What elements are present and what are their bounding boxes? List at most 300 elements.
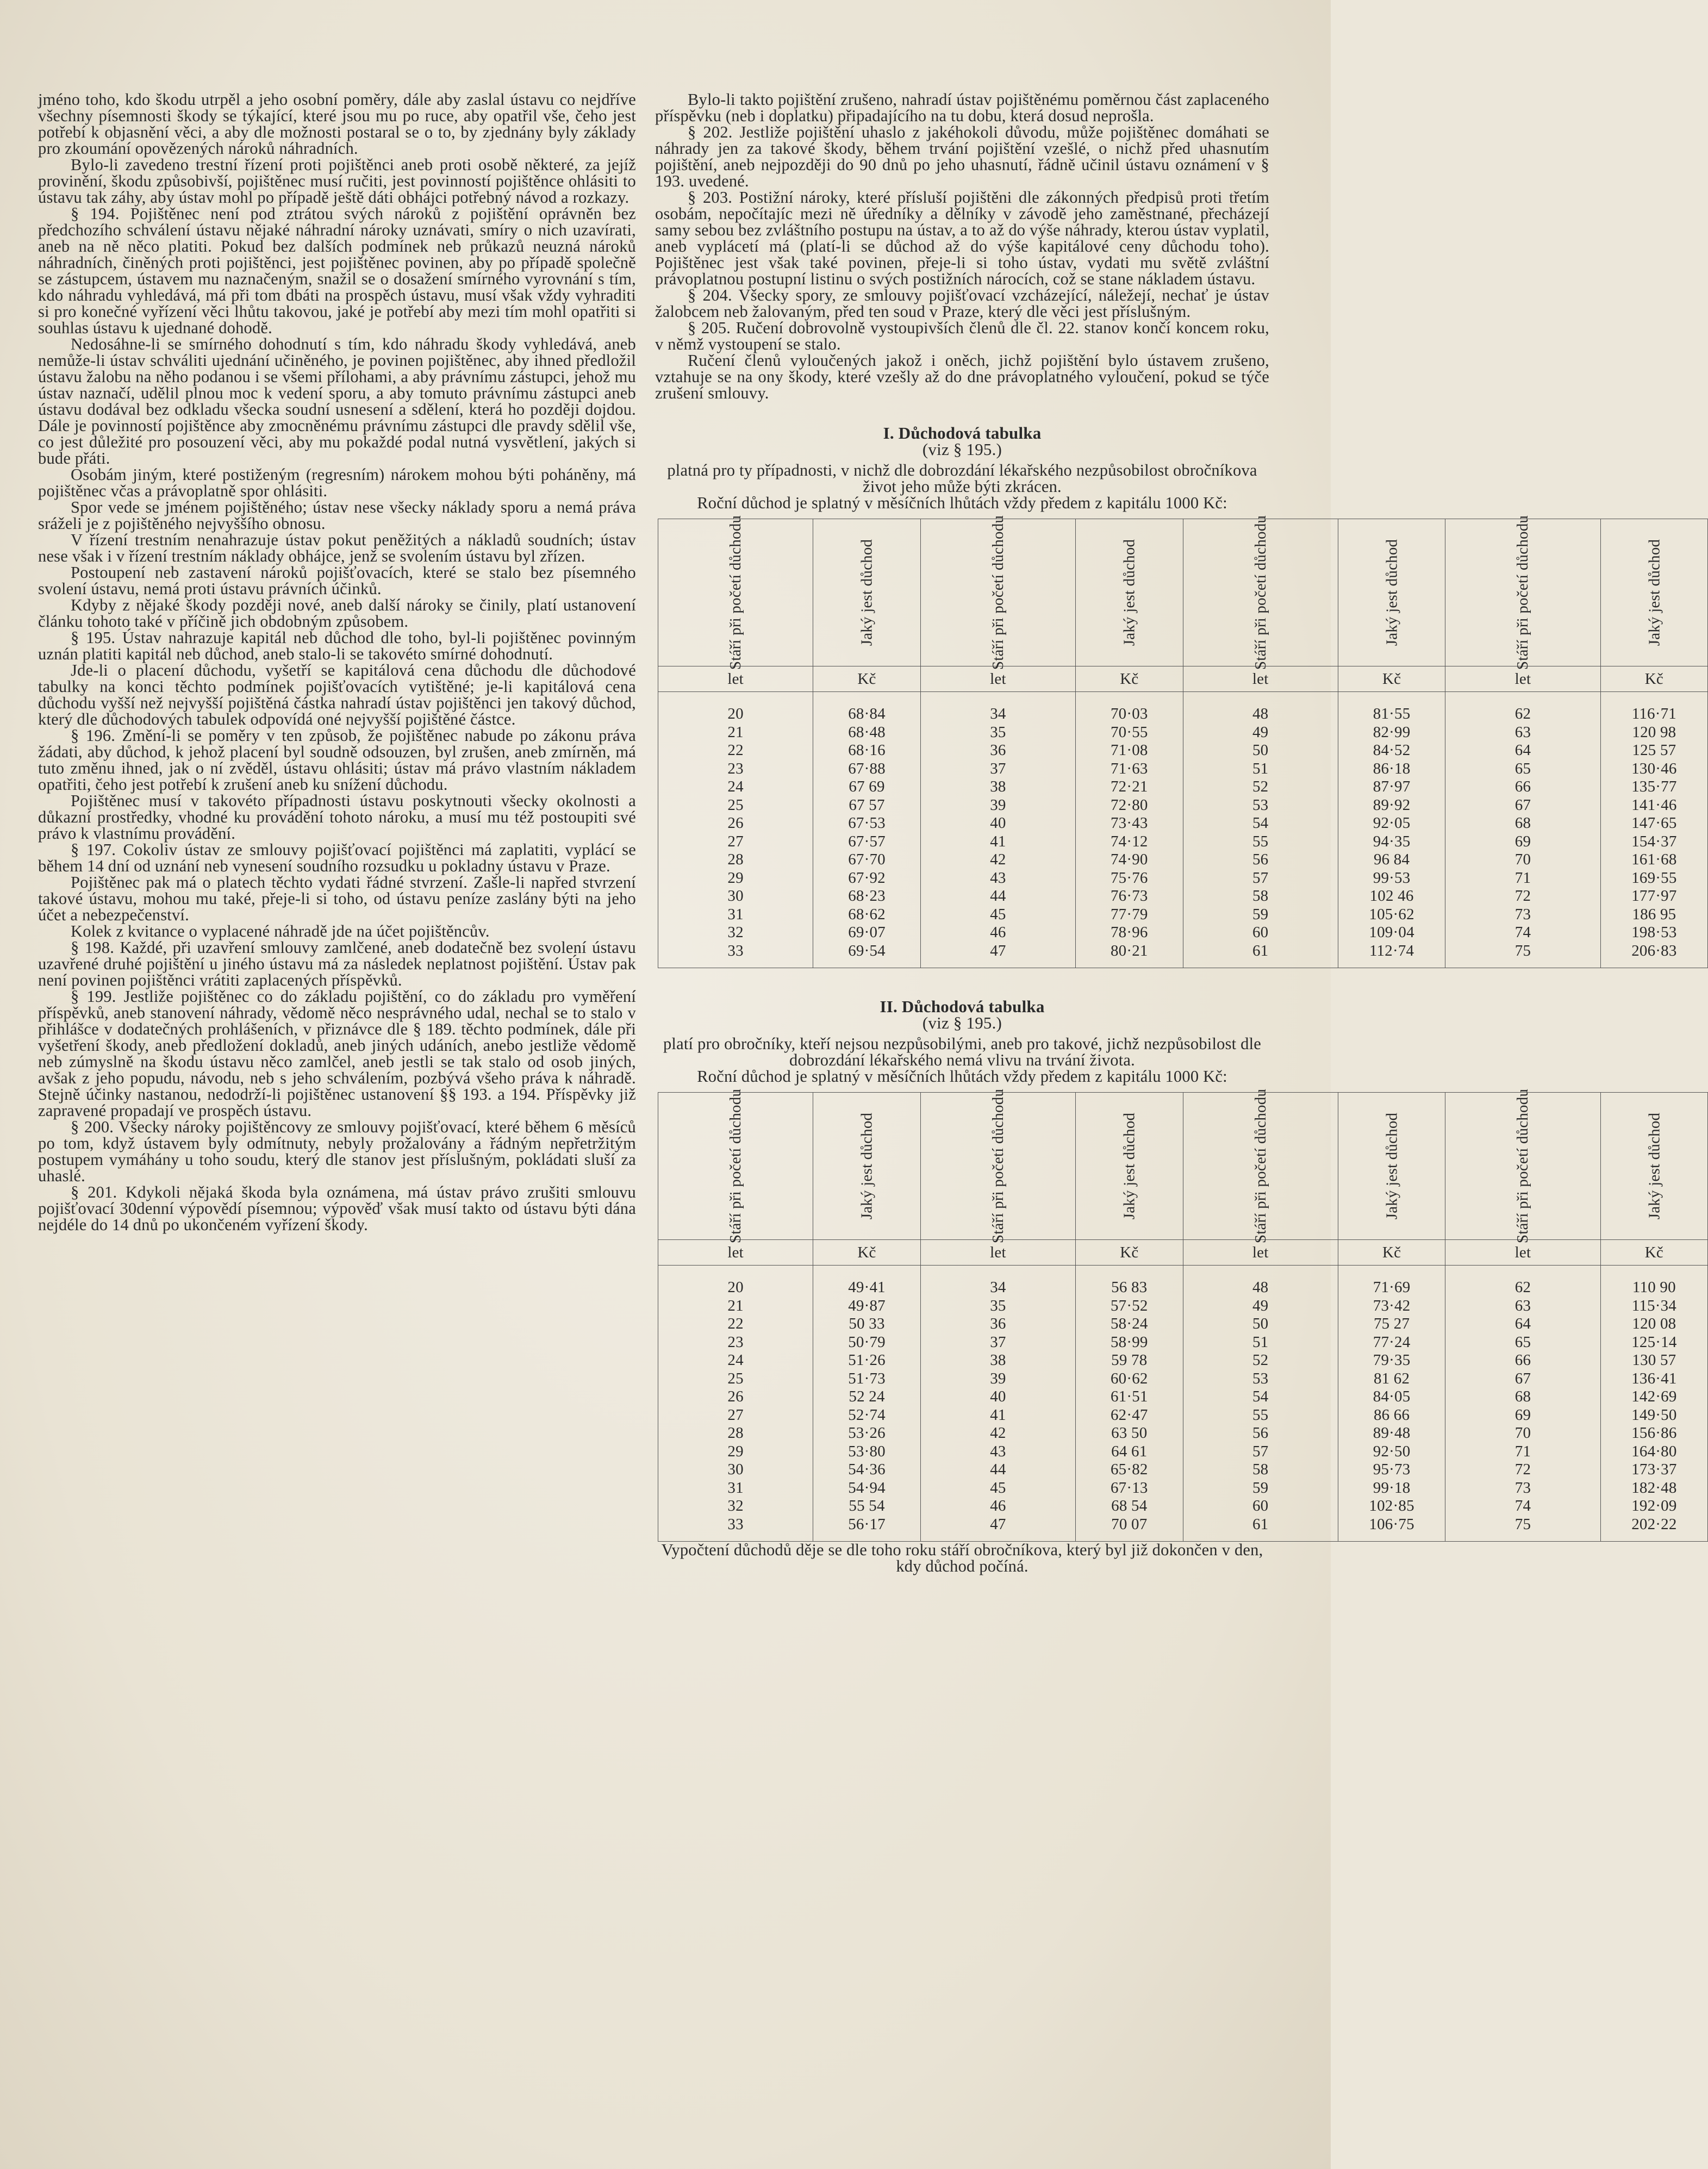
table-row	[658, 1315, 1708, 1333]
table-cell: 86·18	[1338, 760, 1445, 778]
table-cell: 20	[658, 705, 813, 724]
table-cell: 36	[920, 741, 1075, 760]
unit-value: Kč	[1076, 666, 1183, 692]
table-cell: 202·22	[1600, 1516, 1708, 1542]
table-cell: 67·70	[813, 851, 921, 869]
table-cell: 62	[1445, 1279, 1600, 1297]
table-cell: 35	[920, 1297, 1075, 1316]
table2-title: II. Důchodová tabulka	[880, 997, 1045, 1016]
table-cell: 67	[1445, 796, 1600, 815]
table-cell: 106·75	[1338, 1516, 1445, 1542]
table-cell: 80·21	[1076, 942, 1183, 968]
table-row	[658, 1443, 1708, 1461]
table-cell: 68	[1445, 1388, 1600, 1406]
table-cell: 94·35	[1338, 833, 1445, 851]
header-value: Jaký jest důchod	[813, 519, 921, 666]
table-cell: 149·50	[1600, 1406, 1708, 1425]
table-cell: 68·23	[813, 887, 921, 906]
header-value: Jaký jest důchod	[1076, 519, 1183, 666]
table-cell: 54	[1183, 1388, 1338, 1406]
unit-value: Kč	[1076, 1240, 1183, 1266]
table-cell: 182·48	[1600, 1479, 1708, 1498]
table-cell: 69·54	[813, 942, 921, 968]
table-row	[658, 1279, 1708, 1297]
paragraph: V řízení trestním nenahrazuje ústav pokut peněžitých a nákladů soudních; ústav nese však i v řízení trestním náklady obhájce, jenž se svolením ústavu byl zřízen.	[38, 531, 636, 565]
table-cell: 48	[1183, 705, 1338, 724]
table-cell: 38	[920, 1351, 1075, 1370]
table-cell: 66	[1445, 1351, 1600, 1370]
table-cell: 57·52	[1076, 1297, 1183, 1316]
table-cell: 73	[1445, 906, 1600, 924]
table-cell: 68·48	[813, 724, 921, 742]
paragraph-198: § 198. Každé, při uzavření smlouvy zamlčené, aneb dodatečně bez svolení ústavu uzavřené druhé pojištění u jiného ústavu má za následek neplatnost pojištění. Ústav pak není povinen pojištěnci vrátiti zaplacených příspěvků.	[38, 938, 636, 989]
unit-age: let	[1183, 666, 1338, 692]
table-cell: 59	[1183, 906, 1338, 924]
table-cell: 60·62	[1076, 1370, 1183, 1388]
table-cell: 32	[658, 1497, 813, 1516]
table-cell: 74	[1445, 924, 1600, 942]
table-cell: 30	[658, 1461, 813, 1479]
table-cell: 37	[920, 1333, 1075, 1352]
table-cell: 68 54	[1076, 1497, 1183, 1516]
table-cell: 105·62	[1338, 906, 1445, 924]
table-cell: 48	[1183, 1279, 1338, 1297]
paragraph-196: § 196. Změní-li se poměry v ten způsob, že pojištěnec nabude po zákonu práva žádati, aby důchod, k jehož placení byl soudně odsouzen, byl zrušen, aneb zmírněn, má tuto změnu ihned, jak o ní zvěděl, ústavu ohlásiti; ústav má právo vlastním nákladem opatřiti, čeho jest potřebí k zrušení aneb ku snížení důchodu.	[38, 726, 636, 794]
table-cell: 87·97	[1338, 778, 1445, 796]
table1-title: I. Důchodová tabulka	[883, 423, 1042, 442]
table-cell: 51·26	[813, 1351, 921, 1370]
table-cell: 77·24	[1338, 1333, 1445, 1352]
table-cell: 63	[1445, 724, 1600, 742]
table-cell: 164·80	[1600, 1443, 1708, 1461]
table-cell: 23	[658, 760, 813, 778]
table-cell: 55	[1183, 833, 1338, 851]
table-row	[658, 851, 1708, 869]
table-cell: 169·55	[1600, 869, 1708, 888]
table-cell: 25	[658, 796, 813, 815]
paragraph: Ručení členů vyloučených jakož i oněch, jichž pojištění bylo ústavem zrušeno, vztahuje se na ony škody, které vzešly až do dne právoplatného vyloučení, pokud se týče zrušení smlouvy.	[655, 351, 1269, 402]
paragraph: Nedosáhne-li se smírného dohodnutí s tím, kdo náhradu škody vyhledává, aneb nemůže-li ústav schváliti ujednání učiněného, je povinen pojištěnec, aby ihned předložil ústavu žalobu na něho podanou i se všemi přílohami, a aby právnímu zástupci, jehož mu ústav naznačí, udělil plnou moc k vedení sporu, a aby tomuto právnímu zástupci aneb ústavu dodával bez odkladu všecka soudní usnesení a sdělení, která ho později dojdou. Dále je povinností pojištěnce aby zmocněnému právnímu zástupci dle pravdy sdělil vše, co jest důležité pro posouzení věci, aby mu pokaždé podal nutná vysvětlení, jakých si bude přáti.	[38, 335, 636, 468]
table-cell: 60	[1183, 924, 1338, 942]
table-cell: 67·57	[813, 833, 921, 851]
table-cell: 30	[658, 887, 813, 906]
table-cell: 45	[920, 906, 1075, 924]
table-cell: 130 57	[1600, 1351, 1708, 1370]
table-cell: 50·79	[813, 1333, 921, 1352]
table-cell: 120 98	[1600, 724, 1708, 742]
table-cell: 49	[1183, 724, 1338, 742]
table-cell: 46	[920, 924, 1075, 942]
table-cell: 35	[920, 724, 1075, 742]
paragraph: Kolek z kvitance o vyplacené náhradě jde na účet pojištěncův.	[71, 922, 490, 940]
table-cell: 58	[1183, 887, 1338, 906]
table-row	[658, 887, 1708, 906]
unit-age: let	[1445, 1240, 1600, 1266]
paragraph: Jde-li o placení důchodu, vyšetří se kapitálová cena důchodu dle důchodové tabulky na konci těchto podmínek pojišťovacích vytištěné; je-li kapitálová cena důchodu vyšší než nejvyšší pojištěná částka nahradí ústav pojištěnci jen takový důchod, který dle důchodových tabulek odpovídá oné nejvyšší pojištěné částce.	[38, 661, 636, 728]
table-cell: 57	[1183, 1443, 1338, 1461]
annuity-table-1	[658, 515, 1708, 968]
table2-description: platí pro obročníky, kteří nejsou nezpůsobilými, aneb pro takové, jichž nezpůsobilost dle dobrozdání lékařského nemá vlivu na trvání života.	[663, 1034, 1261, 1069]
table-cell: 59 78	[1076, 1351, 1183, 1370]
table-cell: 22	[658, 1315, 813, 1333]
table-cell: 71·69	[1338, 1279, 1445, 1297]
unit-value: Kč	[1338, 666, 1445, 692]
table-cell: 26	[658, 814, 813, 833]
table-cell: 73·42	[1338, 1297, 1445, 1316]
paragraph-201: § 201. Kdykoli nějaká škoda byla oznámena, má ústav právo zrušiti smlouvu pojišťovací 30denní výpovědí písemnou; výpověď však musí takto od ústavu býti dána nejdéle do 14 dnů po ukončeném vyřízení škody.	[38, 1183, 636, 1234]
table-cell: 135·77	[1600, 778, 1708, 796]
unit-age: let	[920, 666, 1075, 692]
table-cell: 41	[920, 833, 1075, 851]
paragraph: Pojištěnec pak má o platech těchto vydati řádné stvrzení. Zašle-li napřed stvrzení takové ústavu, mohou mu také, přeje-li si toho, od ústavu peníze zaslány býti na jeho účet a nebezpečenství.	[38, 873, 636, 924]
paragraph-204: § 204. Všecky spory, ze smlouvy pojišťovací vzcházející, náležejí, nechať je ústav žalobcem neb žalovaným, před ten soud v Praze, který dle věci jest příslušným.	[655, 286, 1269, 321]
table-cell: 41	[920, 1406, 1075, 1425]
unit-value: Kč	[1600, 666, 1708, 692]
table-cell: 42	[920, 1424, 1075, 1443]
right-column	[655, 90, 1677, 1575]
annuity-table-2	[658, 1088, 1708, 1542]
table-cell: 79·35	[1338, 1351, 1445, 1370]
table2-ref: (viz § 195.)	[922, 1013, 1002, 1032]
table-row	[658, 906, 1708, 924]
table-cell: 50	[1183, 1315, 1338, 1333]
table-cell: 64 61	[1076, 1443, 1183, 1461]
table-cell: 50	[1183, 741, 1338, 760]
table-cell: 112·74	[1338, 942, 1445, 968]
header-age: Stáří při početí důchodu	[920, 1093, 1075, 1240]
table-cell: 56	[1183, 1424, 1338, 1443]
table-row	[658, 1479, 1708, 1498]
table-cell: 76·73	[1076, 887, 1183, 906]
table-cell: 22	[658, 741, 813, 760]
table-cell: 130·46	[1600, 760, 1708, 778]
table-cell: 34	[920, 705, 1075, 724]
table-cell: 67·13	[1076, 1479, 1183, 1498]
header-value: Jaký jest důchod	[1338, 519, 1445, 666]
table-cell: 102 46	[1338, 887, 1445, 906]
table-row	[658, 1388, 1708, 1406]
table-cell: 67	[1445, 1370, 1600, 1388]
table-cell: 52	[1183, 1351, 1338, 1370]
table-cell: 68·16	[813, 741, 921, 760]
paragraph-200: § 200. Všecky nároky pojištěncovy ze smlouvy pojišťovací, které během 6 měsíců po tom, když ústavem byly odmítnuty, nebyly prožalovány a řádným nepřetržitým postupem vymáhány u toho soudu, který dle stanov jest příslušným, pokládati sluší za uhaslé.	[38, 1118, 636, 1185]
header-age: Stáří při početí důchodu	[1183, 1093, 1338, 1240]
table-cell: 60	[1183, 1497, 1338, 1516]
table-cell: 37	[920, 760, 1075, 778]
table-cell: 27	[658, 1406, 813, 1425]
table-cell: 67·92	[813, 869, 921, 888]
table-cell: 28	[658, 1424, 813, 1443]
table-cell: 62	[1445, 705, 1600, 724]
table-cell: 53·26	[813, 1424, 921, 1443]
left-column	[38, 91, 636, 1233]
table-cell: 70	[1445, 851, 1600, 869]
table-row	[658, 833, 1708, 851]
header-value: Jaký jest důchod	[1600, 1093, 1708, 1240]
table-cell: 69·07	[813, 924, 921, 942]
table-cell: 40	[920, 1388, 1075, 1406]
paragraph: jméno toho, kdo škodu utrpěl a jeho osobní poměry, dále aby zaslal ústavu co nejdříve všechny písemnosti škody se týkající, které jsou mu po ruce, aby opatřil vše, čeho jest potřebí k objasnění věci, a aby dle možnosti postaral se o to, by zjednány byly základy pro zkoumání opovězených nároků náhradních.	[38, 90, 636, 158]
table-cell: 70·03	[1076, 705, 1183, 724]
unit-value: Kč	[1600, 1240, 1708, 1266]
table-cell: 82·99	[1338, 724, 1445, 742]
table-cell: 173·37	[1600, 1461, 1708, 1479]
table-cell: 102·85	[1338, 1497, 1445, 1516]
table-cell: 71·08	[1076, 741, 1183, 760]
table-cell: 69	[1445, 833, 1600, 851]
table-cell: 54·36	[813, 1461, 921, 1479]
header-value: Jaký jest důchod	[1338, 1093, 1445, 1240]
table-row	[658, 1516, 1708, 1542]
table-cell: 43	[920, 1443, 1075, 1461]
table-row	[658, 1424, 1708, 1443]
table-cell: 92·50	[1338, 1443, 1445, 1461]
table-cell: 81 62	[1338, 1370, 1445, 1388]
table-cell: 110 90	[1600, 1279, 1708, 1297]
table-cell: 68	[1445, 814, 1600, 833]
table-cell: 72	[1445, 887, 1600, 906]
table-row	[658, 942, 1708, 968]
table-cell: 49·87	[813, 1297, 921, 1316]
table1-description: platná pro ty případnosti, v nichž dle dobrozdání lékařského nezpůsobilost obročníkova život jeho může býti zkrácen.	[667, 461, 1257, 496]
table-cell: 59	[1183, 1479, 1338, 1498]
table-cell: 49·41	[813, 1279, 921, 1297]
header-age: Stáří při početí důchodu	[1445, 1093, 1600, 1240]
table-cell: 78·96	[1076, 924, 1183, 942]
table-cell: 54	[1183, 814, 1338, 833]
table-cell: 72·21	[1076, 778, 1183, 796]
table-cell: 67·88	[813, 760, 921, 778]
table-row	[658, 1461, 1708, 1479]
paragraph: Kdyby z nějaké škody později nové, aneb další nároky se činily, platí ustanovení článku tohoto také v příčině jich obdobným způsobem.	[38, 596, 636, 631]
table-row	[658, 1406, 1708, 1425]
header-age: Stáří při početí důchodu	[658, 519, 813, 666]
table-cell: 89·48	[1338, 1424, 1445, 1443]
footer-note: Vypočtení důchodů děje se dle toho roku stáří obročníkova, který byl již dokončen v den, kdy důchod počíná.	[661, 1541, 1263, 1575]
table-row	[658, 1370, 1708, 1388]
table-cell: 74·90	[1076, 851, 1183, 869]
unit-value: Kč	[1338, 1240, 1445, 1266]
table-cell: 142·69	[1600, 1388, 1708, 1406]
table-row	[658, 741, 1708, 760]
table-cell: 27	[658, 833, 813, 851]
table-cell: 84·52	[1338, 741, 1445, 760]
table-row	[658, 869, 1708, 888]
table-cell: 51·73	[813, 1370, 921, 1388]
table-cell: 75·76	[1076, 869, 1183, 888]
table-cell: 70·55	[1076, 724, 1183, 742]
table-row	[658, 760, 1708, 778]
table-cell: 23	[658, 1333, 813, 1352]
table-row	[658, 814, 1708, 833]
table-cell: 125 57	[1600, 741, 1708, 760]
table-cell: 75 27	[1338, 1315, 1445, 1333]
table-cell: 115·34	[1600, 1297, 1708, 1316]
table-cell: 51	[1183, 760, 1338, 778]
table-cell: 43	[920, 869, 1075, 888]
table-cell: 74	[1445, 1497, 1600, 1516]
table-cell: 65·82	[1076, 1461, 1183, 1479]
paragraph-203: § 203. Postižní nároky, které přísluší pojištěni dle zákonných předpisů proti třetím osobám, nepočítajíc mezi ně úředníky a dělníky v závodě jeho zaměstnané, přecházejí samy sebou bez zvláštního postupu na ústav, a to až do výše náhrady, kterou ústav vyplatil, aneb vyplácetí má (platí-li se důchod až do výše kapitálové ceny důchodu toho). Pojištěnec jest však také povinen, přeje-li si toho ústav, vydati mu světě zvláštní právoplatnou postupní listinu o svých postižních nárocích, což se stane nákladem ústavu.	[655, 188, 1269, 288]
table-cell: 66	[1445, 778, 1600, 796]
paragraph-194: § 194. Pojištěnec není pod ztrátou svých nároků z pojištění oprávněn bez předchozího schválení ústavu nějaké náhradní nároky uznávati, smíry o nich uzavírati, aneb na ně něco platiti. Pokud bez dalších podmínek neb průkazů neuzná nároků náhradních, činěných proti pojištěnci, jest pojištěnec povinen, aby po případě společně se zástupcem, ústavem mu naznačeným, snažil se o dosažení smírného vyrovnání s tím, kdo náhradu vyhledává, má při tom dbáti na prospěch ústavu, musí však vždy vyhraditi si pro konečné vyřízení věci lhůtu takovou, jaké je potřebí aby mezi tím mohl opatřiti si souhlas ústavu k ujednané dohodě.	[38, 204, 636, 337]
table-cell: 63 50	[1076, 1424, 1183, 1443]
table-cell: 92·05	[1338, 814, 1445, 833]
table-cell: 38	[920, 778, 1075, 796]
table-cell: 47	[920, 1516, 1075, 1542]
table-cell: 36	[920, 1315, 1075, 1333]
table-cell: 55	[1183, 1406, 1338, 1425]
paragraph-202: § 202. Jestliže pojištění uhaslo z jakéhokoli důvodu, může pojištěnec domáhati se náhrady jen za takové škody, během trvání pojištění vzešlé, o nichž před uhasnutím pojištění, aneb nejpozději do 90 dnů po jeho uhasnutí, řádně učinil ústavu oznámení v § 193. uvedené.	[655, 123, 1269, 190]
table-cell: 68·62	[813, 906, 921, 924]
table-cell: 25	[658, 1370, 813, 1388]
table-cell: 58·99	[1076, 1333, 1183, 1352]
unit-age: let	[1183, 1240, 1338, 1266]
table-cell: 39	[920, 796, 1075, 815]
paragraph-199: § 199. Jestliže pojištěnec co do základu pojištění, co do základu pro vyměření příspěvků, aneb stanovení náhrady, vědomě něco nesprávného udal, nechal se to stalo v přihlášce v dodatečných prohlášeních, v přiznávce dle § 189. těchto podmínek, dále při vyšetření škody, aneb předložení dokladů, aneb jiných udáních, anebo jestliže vědomě neb zúmyslně na škodu ústavu něco zamlčel, aneb jestli se tak stalo od osob jiných, avšak z jeho popudu, návodu, neb s jeho schválením, pozbývá všeho práva k náhradě. Stejně účinky nastanou, nedodrží-li pojištěnec ustanovení §§ 193. a 194. Příspěvky již zapravené propadají ve prospěch ústavu.	[38, 987, 636, 1120]
header-age: Stáří při početí důchodu	[920, 519, 1075, 666]
table-cell: 39	[920, 1370, 1075, 1388]
unit-age: let	[920, 1240, 1075, 1266]
table-row	[658, 705, 1708, 724]
table-cell: 21	[658, 1297, 813, 1316]
table-cell: 24	[658, 778, 813, 796]
table-cell: 125·14	[1600, 1333, 1708, 1352]
table-cell: 120 08	[1600, 1315, 1708, 1333]
table-cell: 96 84	[1338, 851, 1445, 869]
unit-value: Kč	[813, 666, 921, 692]
table-cell: 99·18	[1338, 1479, 1445, 1498]
table-cell: 62·47	[1076, 1406, 1183, 1425]
table1-description-2: Roční důchod je splatný v měsíčních lhůtách vždy předem z kapitálu 1000 Kč:	[697, 494, 1227, 512]
table-cell: 73·43	[1076, 814, 1183, 833]
table-cell: 147·65	[1600, 814, 1708, 833]
table-cell: 61	[1183, 1516, 1338, 1542]
table-cell: 44	[920, 887, 1075, 906]
table-cell: 65	[1445, 760, 1600, 778]
table-cell: 67 69	[813, 778, 921, 796]
table-cell: 46	[920, 1497, 1075, 1516]
table-cell: 53·80	[813, 1443, 921, 1461]
table-cell: 141·46	[1600, 796, 1708, 815]
table-cell: 28	[658, 851, 813, 869]
table-row	[658, 1497, 1708, 1516]
table-cell: 64	[1445, 741, 1600, 760]
unit-age: let	[1445, 666, 1600, 692]
table-cell: 84·05	[1338, 1388, 1445, 1406]
table-cell: 26	[658, 1388, 813, 1406]
header-age: Stáří při početí důchodu	[1445, 519, 1600, 666]
table-cell: 109·04	[1338, 924, 1445, 942]
header-value: Jaký jest důchod	[1076, 1093, 1183, 1240]
table-cell: 31	[658, 1479, 813, 1498]
unit-age: let	[658, 1240, 813, 1266]
table-cell: 67·53	[813, 814, 921, 833]
table-cell: 72	[1445, 1461, 1600, 1479]
table-cell: 136·41	[1600, 1370, 1708, 1388]
table-cell: 71	[1445, 869, 1600, 888]
table-row	[658, 1333, 1708, 1352]
table-cell: 186 95	[1600, 906, 1708, 924]
table-cell: 63	[1445, 1297, 1600, 1316]
table-row	[658, 924, 1708, 942]
paragraph: Osobám jiným, které postiženým (regresním) nárokem mohou býti poháněny, má pojištěnec včas a právoplatně spor ohlásiti.	[38, 465, 636, 500]
table-cell: 192·09	[1600, 1497, 1708, 1516]
table-cell: 81·55	[1338, 705, 1445, 724]
table-cell: 42	[920, 851, 1075, 869]
table-cell: 29	[658, 869, 813, 888]
table-cell: 20	[658, 1279, 813, 1297]
table-cell: 54·94	[813, 1479, 921, 1498]
table-cell: 47	[920, 942, 1075, 968]
table-cell: 33	[658, 942, 813, 968]
table-cell: 50 33	[813, 1315, 921, 1333]
table-cell: 45	[920, 1479, 1075, 1498]
table-cell: 69	[1445, 1406, 1600, 1425]
table-cell: 156·86	[1600, 1424, 1708, 1443]
table-row	[658, 1297, 1708, 1316]
table-cell: 73	[1445, 1479, 1600, 1498]
table-cell: 53	[1183, 1370, 1338, 1388]
table-row	[658, 796, 1708, 815]
table-cell: 86 66	[1338, 1406, 1445, 1425]
table1-ref: (viz § 195.)	[922, 440, 1002, 459]
table-cell: 57	[1183, 869, 1338, 888]
table-cell: 68·84	[813, 705, 921, 724]
paragraph: Postoupení neb zastavení nároků pojišťovacích, které se stalo bez písemného svolení ústavu, nemá proti ústavu právních účinků.	[38, 563, 636, 598]
table-cell: 55 54	[813, 1497, 921, 1516]
unit-value: Kč	[813, 1240, 921, 1266]
table-cell: 72·80	[1076, 796, 1183, 815]
table-cell: 67 57	[813, 796, 921, 815]
table-row	[658, 724, 1708, 742]
table-cell: 44	[920, 1461, 1075, 1479]
table-cell: 29	[658, 1443, 813, 1461]
table-cell: 75	[1445, 1516, 1600, 1542]
table-cell: 75	[1445, 942, 1600, 968]
table-cell: 32	[658, 924, 813, 942]
table-cell: 51	[1183, 1333, 1338, 1352]
table-cell: 64	[1445, 1315, 1600, 1333]
table-cell: 89·92	[1338, 796, 1445, 815]
table-cell: 56·17	[813, 1516, 921, 1542]
table-cell: 198·53	[1600, 924, 1708, 942]
table-cell: 56 83	[1076, 1279, 1183, 1297]
table-cell: 95·73	[1338, 1461, 1445, 1479]
table-cell: 58	[1183, 1461, 1338, 1479]
table-cell: 99·53	[1338, 869, 1445, 888]
table-cell: 161·68	[1600, 851, 1708, 869]
paragraph: Pojištěnec musí v takovéto případnosti ústavu poskytnouti všecky okolnosti a důkazní prostředky, vhodné ku provádění tohoto nároku, a musí mu též postoupiti své právo k vlastnímu provádění.	[38, 791, 636, 843]
table-cell: 61	[1183, 942, 1338, 968]
paragraph: Bylo-li zavedeno trestní řízení proti pojištěnci aneb proti osobě některé, za jejíž provinění, škodu způsobivší, pojištěnec musí ručiti, jest povinností pojištěnce ohlásiti to ústavu tak záhy, aby ústav mohl po případě ještě dáti obhájci potřebný návod a rozkazy.	[38, 155, 636, 207]
table-cell: 70 07	[1076, 1516, 1183, 1542]
table-cell: 206·83	[1600, 942, 1708, 968]
table-cell: 34	[920, 1279, 1075, 1297]
table-cell: 74·12	[1076, 833, 1183, 851]
table-cell: 52·74	[813, 1406, 921, 1425]
table-cell: 116·71	[1600, 705, 1708, 724]
unit-age: let	[658, 666, 813, 692]
table-cell: 61·51	[1076, 1388, 1183, 1406]
table-cell: 33	[658, 1516, 813, 1542]
paragraph: Spor vede se jménem pojištěného; ústav nese všecky náklady sporu a nemá práva sráželi je z pojištěného nejvyššího obnosu.	[38, 498, 636, 533]
paragraph-195: § 195. Ústav nahrazuje kapitál neb důchod dle toho, byl-li pojištěnec povinným uznán platiti kapitál neb důchod, aneb stalo-li se takovéto smírné dohodnutí.	[38, 628, 636, 663]
table-cell: 21	[658, 724, 813, 742]
table-row	[658, 778, 1708, 796]
table-cell: 56	[1183, 851, 1338, 869]
table-cell: 31	[658, 906, 813, 924]
